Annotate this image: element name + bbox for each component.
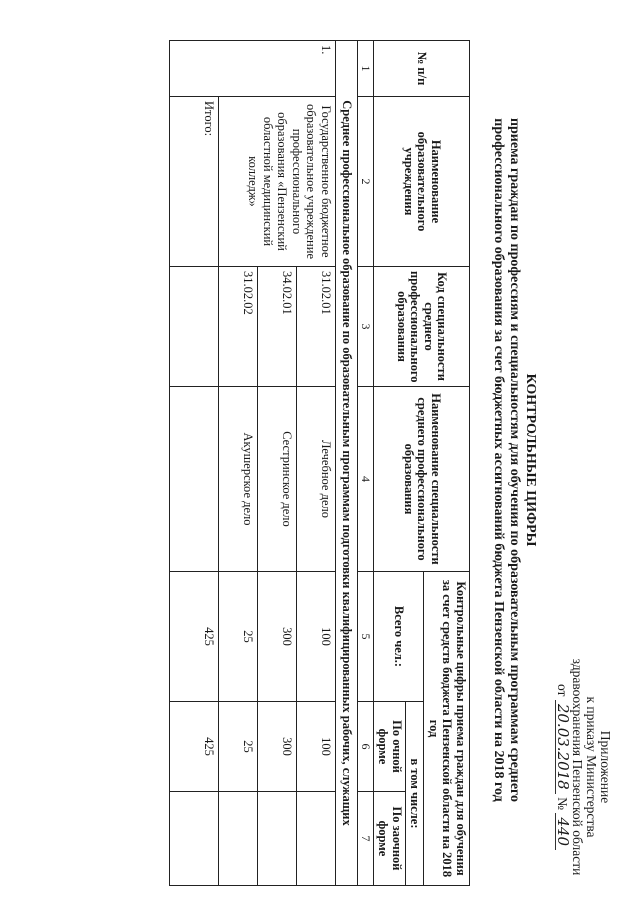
header-control-figures: Контрольные цифры приема граждан для обучения за счет средств бюджета Пензенской области на 2018 год xyxy=(424,572,470,886)
total-count: 100 xyxy=(297,572,336,702)
document-subtitle xyxy=(491,30,522,890)
header-fulltime: По очной форме xyxy=(374,702,406,792)
column-number: 1 xyxy=(358,41,374,97)
grand-total-extramural xyxy=(170,792,219,886)
specialty-code: 34.02.01 xyxy=(258,267,297,387)
header-total: Всего чел.: xyxy=(374,572,425,702)
grand-total: 425 xyxy=(170,572,219,702)
specialty-name: Акушерское дело xyxy=(219,387,258,572)
column-number: 5 xyxy=(358,572,374,702)
total-empty-cell xyxy=(170,387,219,572)
appendix-order-line xyxy=(555,652,570,882)
grand-total-fulltime: 425 xyxy=(170,702,219,792)
extramural-count xyxy=(219,792,258,886)
column-number: 4 xyxy=(358,387,374,572)
subtitle-line-2: профессионального образования за счет бюджетных ассигнований бюджета Пензенской области на 2018 год xyxy=(491,118,507,802)
fulltime-count: 25 xyxy=(219,702,258,792)
column-number: 7 xyxy=(358,792,374,886)
extramural-count xyxy=(258,792,297,886)
control-figures-table xyxy=(169,40,470,886)
fulltime-count: 100 xyxy=(297,702,336,792)
subtitle-line-1: приема граждан по профессиям и специальностям для обучения по образовательным программам среднего xyxy=(507,117,522,803)
header-code: Код специальности среднего профессионального образования xyxy=(374,267,470,387)
document-title: КОНТРОЛЬНЫЕ ЦИФРЫ xyxy=(523,373,538,547)
total-count: 300 xyxy=(258,572,297,702)
column-number: 6 xyxy=(358,702,374,792)
fulltime-count: 300 xyxy=(258,702,297,792)
appendix-block xyxy=(555,652,612,882)
header-specialty: Наименование специальности среднего профессионального образования xyxy=(374,387,470,572)
total-empty-cell xyxy=(170,267,219,387)
date-prefix: от xyxy=(555,683,570,697)
total-label: Итого: xyxy=(170,97,219,267)
number-prefix: № xyxy=(555,797,570,810)
header-row-1 xyxy=(424,41,470,886)
appendix-line-1: Приложение xyxy=(598,730,613,804)
total-row xyxy=(170,41,219,886)
appendix-line-2: к приказу Министерства xyxy=(584,696,599,838)
handwritten-date: 20.03.2018 xyxy=(555,700,570,794)
extramural-count xyxy=(297,792,336,886)
column-number-row xyxy=(358,41,374,886)
institution-name: Государственное бюджетное образовательное учреждение профессионального образования «Пензенский областной медицинский колледж» xyxy=(219,97,336,267)
table-row xyxy=(297,41,336,886)
section-title: Среднее профессиональное образование по образовательным программам подготовки квалифицированных рабочих, служащих xyxy=(336,41,358,886)
appendix-line-3: здравоохранения Пензенской области xyxy=(570,658,585,876)
header-institution: Наименование образовательного учреждения xyxy=(374,97,470,267)
total-count: 25 xyxy=(219,572,258,702)
section-row xyxy=(336,41,358,886)
specialty-code: 31.02.02 xyxy=(219,267,258,387)
header-including: в том числе: xyxy=(406,702,425,886)
header-num: № п/п xyxy=(374,41,470,97)
row-number: 1. xyxy=(170,41,336,97)
column-number: 2 xyxy=(358,97,374,267)
column-number: 3 xyxy=(358,267,374,387)
handwritten-number: 440 xyxy=(555,813,570,850)
header-extramural: По заочной форме xyxy=(374,792,406,886)
specialty-name: Лечебное дело xyxy=(297,387,336,572)
specialty-name: Сестринское дело xyxy=(258,387,297,572)
specialty-code: 31.02.01 xyxy=(297,267,336,387)
